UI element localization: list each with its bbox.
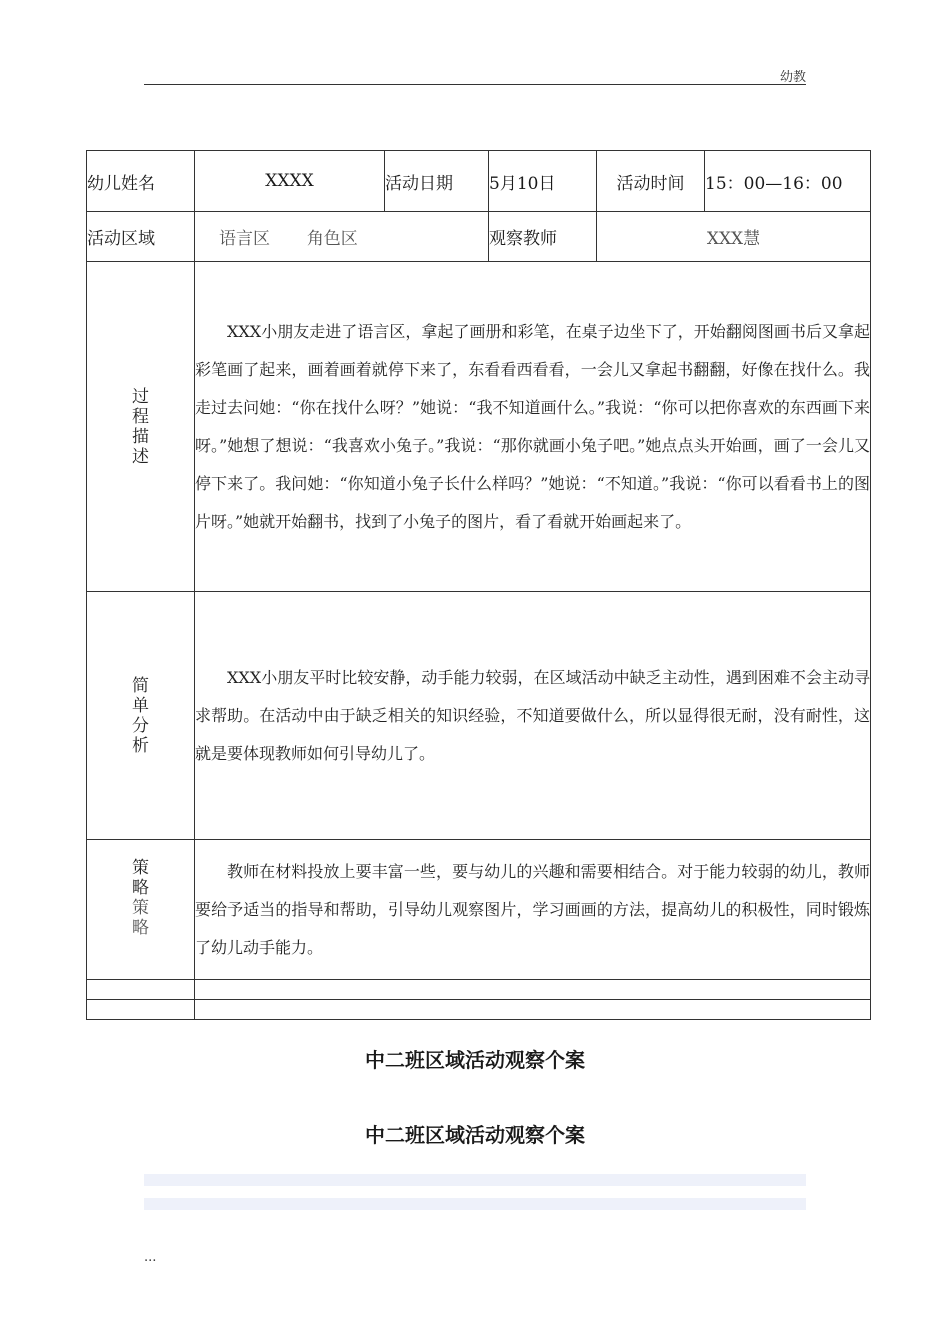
footer-dots: ... [144,1250,157,1265]
analysis-description [195,592,871,840]
analysis-row [87,592,871,840]
faint-text-band [144,1174,806,1186]
process-label-char: 描 [132,426,149,447]
strategy-label-char: 策 [132,858,149,878]
empty-cell [195,1000,871,1020]
process-label-char: 程 [132,406,149,427]
area-value-role: 角色区 [306,229,358,249]
empty-row [87,980,871,1000]
strategy-label-char: 略 [132,918,149,938]
process-row [87,262,871,592]
activity-time-label: 活动时间 [597,151,705,212]
strategy-row [87,840,871,980]
teacher-label: 观察教师 [489,212,597,262]
analysis-text: XXX小朋友平时比较安静，动手能力较弱，在区域活动中缺乏主动性，遇到困难不会主动寻求帮助。在活动中由于缺乏相关的知识经验，不知道要做什么，所以显得很无耐，没有耐性，这就是要体现教师如何引导幼儿了。 [195,667,870,763]
info-row-2 [87,212,871,262]
activity-time-value: 15：00—16：00 [705,151,871,212]
strategy-description [195,840,871,980]
child-name-value: XXXX [195,151,385,212]
area-label: 活动区域 [87,212,195,262]
header-rule [144,84,806,85]
process-text: XXX小朋友走进了语言区，拿起了画册和彩笔，在桌子边坐下了，开始翻阅图画书后又拿起彩笔画了起来，画着画着就停下来了，东看看西看看，一会儿又拿起书翻翻，好像在找什么。我走过去问她：“你在找什么呀？”她说：“我不知道画什么。”我说：“你可以把你喜欢的东西画下来呀。”她想了想说：“我喜欢小兔子。”我说：“那你就画小兔子吧。”她点点头开始画，画了一会儿又停下来了。我问她：“你知道小兔子长什么样吗？”她说：“不知道。”我说：“你可以看看书上的图片呀。”她就开始翻书，找到了小兔子的图片，看了看就开始画起来了。 [195,321,870,531]
observation-table [86,150,871,1020]
activity-date-label: 活动日期 [385,151,489,212]
empty-cell [87,1000,195,1020]
empty-cell [195,980,871,1000]
info-row-1 [87,151,871,212]
analysis-label-char: 析 [132,735,149,756]
strategy-label-char: 略 [132,878,149,898]
process-label [87,262,195,592]
child-name-label: 幼儿姓名 [87,151,195,212]
area-value [195,212,489,262]
strategy-text: 教师在材料投放上要丰富一些，要与幼儿的兴趣和需要相结合。对于能力较弱的幼儿，教师要给予适当的指导和帮助，引导幼儿观察图片，学习画画的方法，提高幼儿的积极性，同时锻炼了幼儿动手能力。 [195,861,870,957]
analysis-label-char: 单 [132,695,149,716]
teacher-value: XXX慧 [597,212,871,262]
document-title: 中二班区域活动观察个案 [365,1048,585,1072]
faint-text-band [144,1198,806,1210]
document-title-repeat: 中二班区域活动观察个案 [365,1123,585,1147]
process-label-char: 述 [132,446,149,467]
header-label: 幼教 [779,70,806,85]
analysis-label [87,592,195,840]
strategy-label [87,840,195,980]
strategy-label-char: 策 [132,898,149,918]
activity-date-value: 5月10日 [489,151,597,212]
analysis-label-char: 简 [132,675,149,696]
area-value-language: 语言区 [219,229,270,249]
empty-row [87,1000,871,1020]
analysis-label-char: 分 [132,715,149,736]
process-description [195,262,871,592]
process-label-char: 过 [132,386,149,407]
empty-cell [87,980,195,1000]
